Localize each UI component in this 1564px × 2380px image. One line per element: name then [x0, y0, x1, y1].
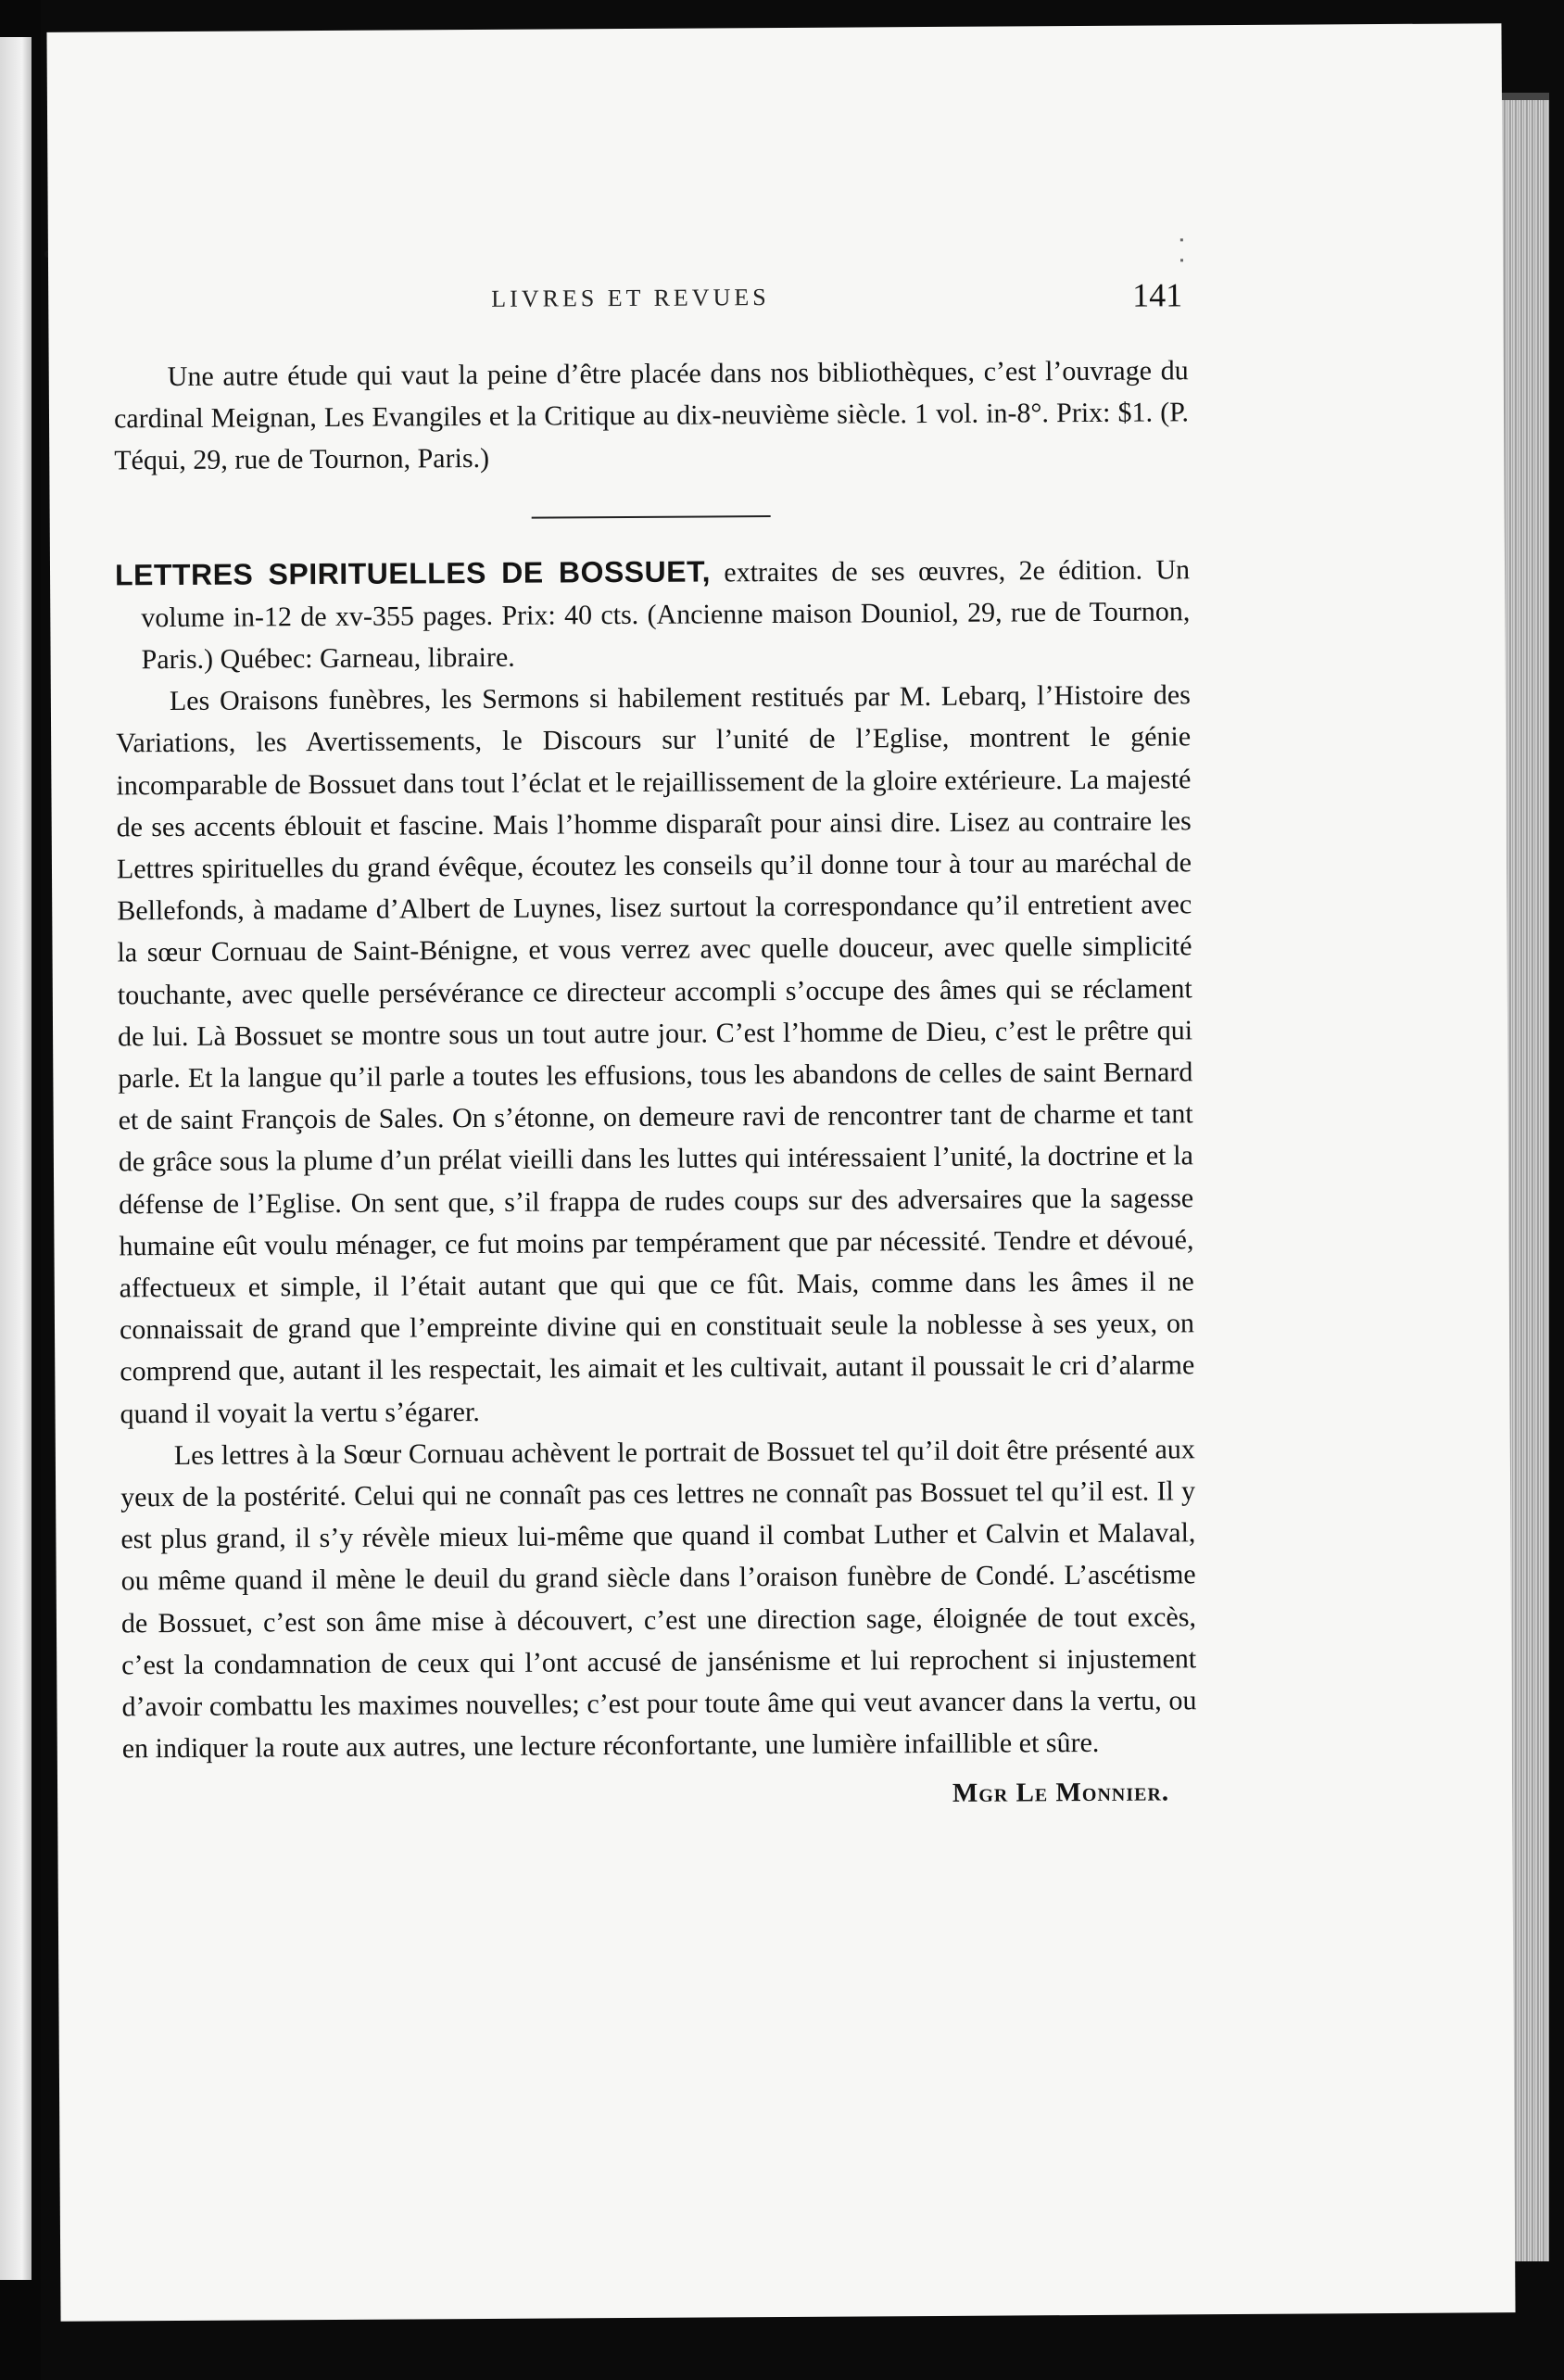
- review-signature: Mgr Le Monnier.: [952, 1776, 1170, 1808]
- review-paragraph-2: Les lettres à la Sœur Cornuau achèvent le portrait de Bossuet tel qu’il doit être présenté aux yeux de la postérité. Celui qui ne connaît pas ces lettres ne connaît pas Bossuet tel qu’il est. Il y est plus grand, il s’y révèle mieux lui-même que quand il combat Luther et Calvin et Malaval, ou même quand il mène le deuil du grand siècle dans l’oraison funèbre de Condé. L’ascétisme de Bossuet, c’est son âme mise à découvert, c’est une direction sage, éloignée de tout excès, c’est la condamnation de ceux qui l’ont accusé de jansénisme et lui reprochent si injustement d’avoir combattu les maximes nouvelles; c’est pour toute âme qui veut avancer dans la vertu, ou en indiquer la route aux autres, une lecture réconfortante, une lumière infaillible et sûre.: [120, 1434, 1197, 1765]
- section-divider: [532, 515, 771, 519]
- running-head: LIVRES ET REVUES: [491, 284, 770, 312]
- review-paragraph-1: Les Oraisons funèbres, les Sermons si habilement restitués par M. Lebarq, l’Histoire des Variations, les Avertissements, le Discours sur l’unité de l’Eglise, montrent le génie incomparable de Bossuet dans tout l’éclat et le rejaillissement de la gloire extérieure. La majesté de ses accents éblouit et fascine. Mais l’homme disparaît pour ainsi dire. Lisez au contraire les Lettres spirituelles du grand évêque, écoutez les conseils qu’il donne tour à tour au maréchal de Bellefonds, à madame d’Albert de Luynes, lisez surtout la correspondance qu’il entretient avec la sœur Cornuau de Saint-Bénigne, et vous verrez avec quelle douceur, avec quelle simplicité touchante, avec quelle persévérance ce directeur accompli s’occupe des âmes qui se réclament de lui. Là Bossuet se montre sous un tout autre jour. C’est l’homme de Dieu, c’est le prêtre qui parle. Et la langue qu’il parle a toutes les effusions, tous les abandons de celles de saint Bernard et de saint François de Sales. On s’étonne, on demeure ravi de rencontrer tant de charme et tant de grâce sous la plume d’un prélat vieilli dans les luttes qui intéressaient l’unité, la doctrine et la défense de l’Eglise. On sent que, s’il frappa de rudes coups sur des adversaires que la sagesse humaine eût voulu ménager, ce fut moins par tempérament que par nécessité. Tendre et dévoué, affectueux et simple, il l’était autant que qui que ce fût. Mais, comme dans les âmes il ne connaissait de grand que l’empreinte divine qui en constituait seule la noblesse à ses yeux, on comprend que, autant il les respectait, les aimait et les cultivait, autant il poussait le cri d’alarme quand il voyait la vertu s’égarer.: [116, 679, 1195, 1430]
- page-header: [48, 276, 1503, 325]
- page-body: [114, 349, 1198, 1846]
- book-details: extraites de ses œuvres, 2e édition. Un volume in-12 de xv-355 pages. Prix: 40 cts. (Ancienne maison Douniol, 29, rue de Tournon, Paris.) Québec: Garneau, libraire.: [141, 553, 1191, 676]
- book-title: LETTRES SPIRITUELLES DE BOSSUET,: [114, 554, 712, 591]
- intro-paragraph: Une autre étude qui vaut la peine d’être placée dans nos bibliothèques, c’est l’ouvrage du cardinal Meignan, Les Evangiles et la Critique au dix-neuvième siècle. 1 vol. in-8°. Prix: $1. (P. Téqui, 29, rue de Tournon, Paris.): [113, 355, 1190, 476]
- facing-page-edge: [0, 37, 32, 2280]
- page-number: 141: [1132, 276, 1183, 314]
- scan-speck: [1180, 259, 1183, 261]
- book-page: [46, 23, 1515, 2322]
- book-entry: [115, 548, 1191, 681]
- scan-speck: [1180, 238, 1183, 241]
